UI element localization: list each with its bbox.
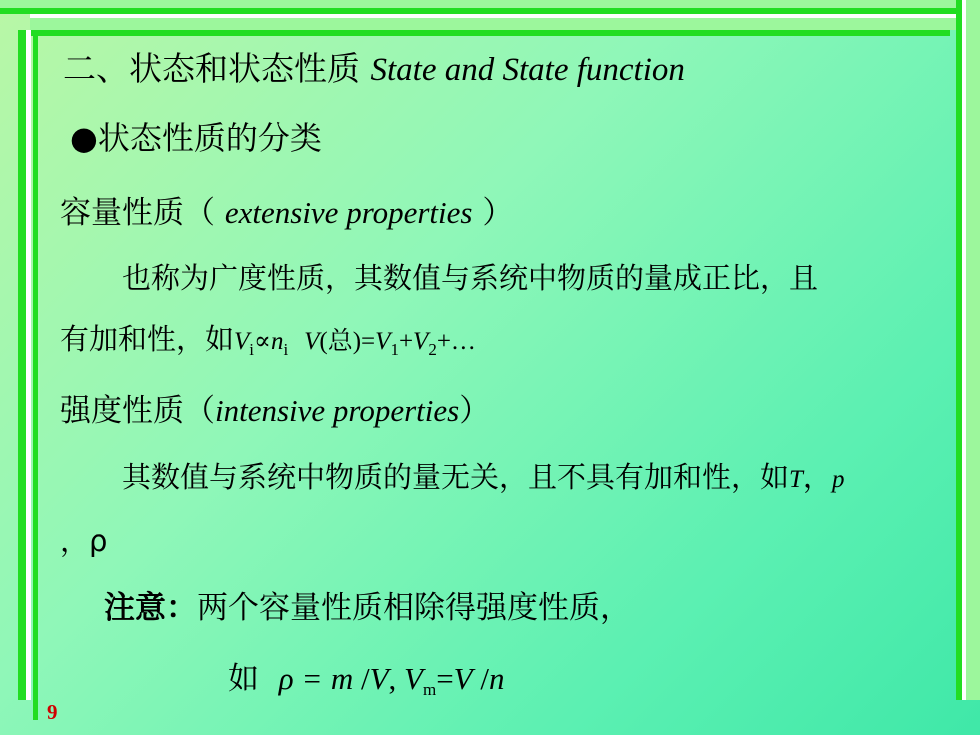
left-border-bar [18,30,26,700]
left-border-bar-2 [33,30,38,720]
page-number: 9 [47,700,58,724]
extensive-heading-en: extensive properties [224,195,473,230]
extensive-heading-cn: 容量性质（ [60,195,215,231]
right-border-light [966,0,980,700]
extensive-desc-prefix: 有加和性，如 [60,322,235,356]
intensive-desc-line2: ，ρ [60,524,108,558]
intensive-desc-text: 其数值与系统中物质的量无关，且不具有加和性，如 [122,460,790,494]
top-border-light-2 [30,18,980,30]
intensive-example-p: p [831,466,845,493]
note-line [104,590,631,626]
intensive-example-T: T [789,466,803,493]
top-border-bar-2 [30,30,950,36]
left-border-white [26,30,31,700]
bullet-heading: ●状态性质的分类 [70,119,322,157]
note-text: 两个容量性质相除得强度性质， [197,590,631,626]
title-chinese: 二、状态和状态性质 [63,49,360,88]
extensive-formula: $V_i\propto n_i$ V(总)$=V_1+V_2+\dots$ [234,326,476,359]
note-example [228,663,504,698]
intensive-heading-en: intensive properties [215,393,460,428]
intensive-heading-cn: 强度性质（ [60,393,215,429]
intensive-heading-close: ） [459,393,491,429]
extensive-heading-close: ） [482,195,514,231]
intensive-heading [60,395,490,427]
note-formula: ρ = m /V, $V_m=V$ /n [278,661,505,699]
top-border-light [0,0,980,8]
extensive-desc-line1: 也称为广度性质，其数值与系统中物质的量成正比，且 [122,261,819,295]
extensive-heading [60,197,513,229]
note-example-prefix: 如 [228,661,259,697]
slide-title [63,49,685,88]
extensive-desc-line2 [60,322,476,359]
intensive-desc-line1: 其数值与系统中物质的量无关，且不具有加和性，如T，p [122,460,845,494]
title-english: State and State function [370,52,685,88]
note-label: 注意： [104,590,197,626]
